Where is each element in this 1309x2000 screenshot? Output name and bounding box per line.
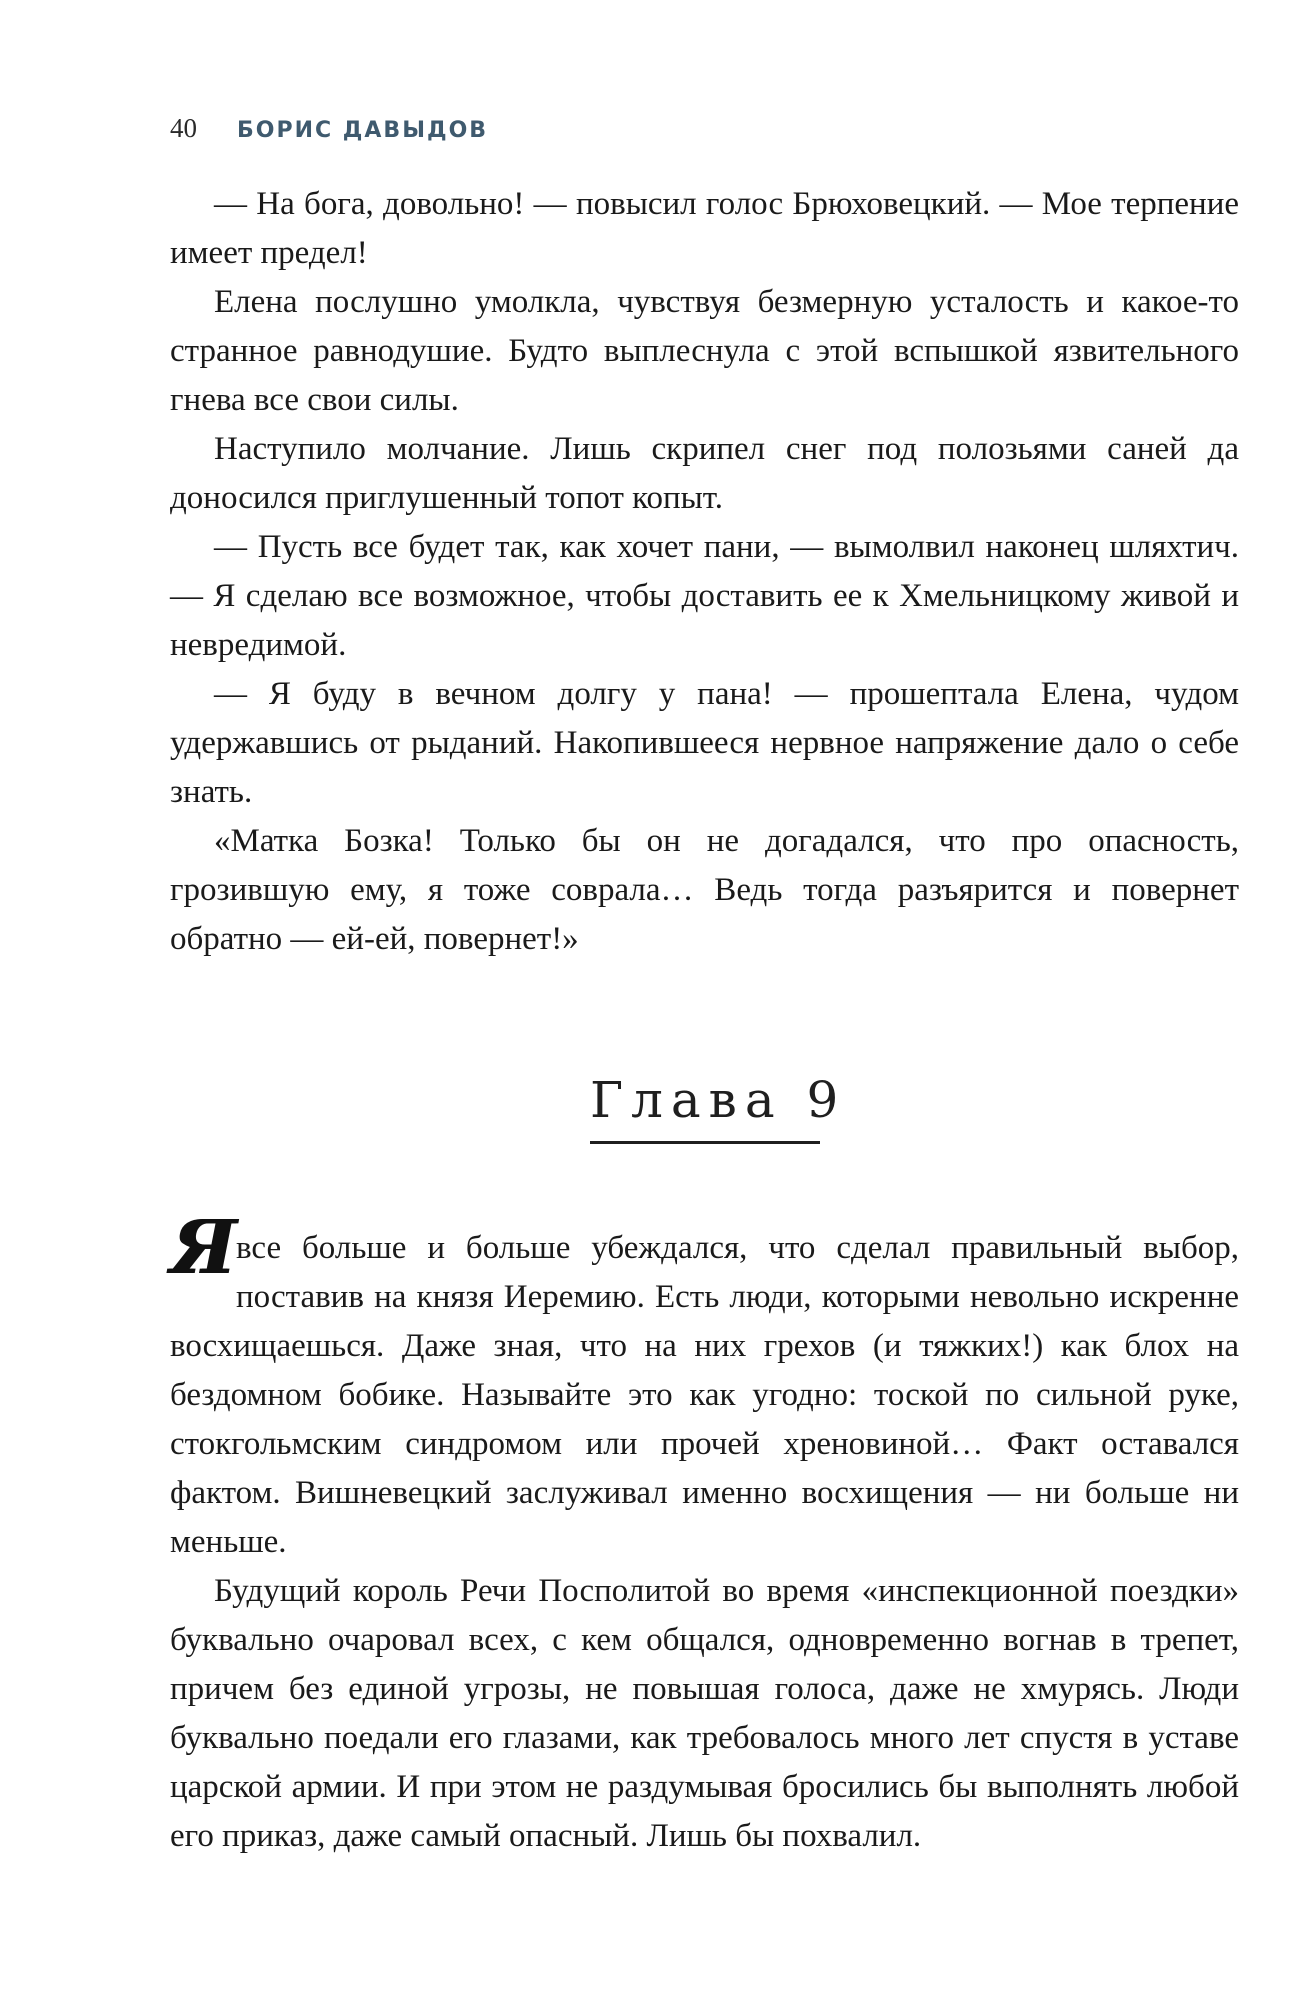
author-name: БОРИС ДАВЫДОВ: [237, 118, 489, 143]
paragraph: Наступило молчание. Лишь скрипел снег под полозьями саней да доносился приглушенный топот копыт.: [170, 431, 1239, 516]
paragraph: — На бога, довольно! — повысил голос Брюховецкий. — Мое терпение имеет предел!: [170, 186, 1239, 271]
paragraph: Елена послушно умолкла, чувствуя безмерную усталость и какое-то странное равнодушие. Будто выплеснула с этой вспышкой язвительного гнева все свои силы.: [170, 284, 1239, 418]
drop-cap: Я: [170, 1205, 236, 1291]
paragraph: Будущий король Речи Посполитой во время «инспекционной поездки» буквально очаровал всех, с кем общался, одновременно вогнав в трепет, причем без единой угрозы, не повышая голоса, даже не хмурясь. Люди буквально поедали его глазами, как требовалось много лет спустя в уставе царской армии. И при этом не раздумывая бросились бы выполнять любой его приказ, даже самый опасный. Лишь бы похвалил.: [170, 1573, 1239, 1854]
chapter-first-paragraph: [170, 1205, 1239, 1567]
paragraph: «Матка Бозка! Только бы он не догадался, что про опасность, грозившую ему, я тоже соврала… Ведь тогда разъярится и повернет обратно — ей-ей, повернет!»: [170, 823, 1239, 957]
chapter-underline: [590, 1141, 820, 1144]
paragraph-text: все больше и больше убеждался, что сделал правильный выбор, поставив на князя Иеремию. Есть люди, которыми невольно искренне восхищаешься. Даже зная, что на них грехов (и тяжких!) как блох на бездомном бобике. Называйте это как угодно: тоской по сильной руке, стокгольмским синдромом или прочей хреновиной… Факт оставался фактом. Вишневецкий заслуживал именно восхищения — ни больше ни меньше.: [170, 1230, 1239, 1560]
page-number: 40: [170, 113, 197, 143]
paragraph: — Я буду в вечном долгу у пана! — прошептала Елена, чудом удержавшись от рыданий. Накопившееся нервное напряжение дало о себе знать.: [170, 676, 1239, 810]
chapter-title: Глава 9: [590, 1071, 847, 1129]
paragraph: — Пусть все будет так, как хочет пани, — вымолвил наконец шляхтич. — Я сделаю все возможное, чтобы доставить ее к Хмельницкому живой и невредимой.: [170, 529, 1239, 663]
text-section-chapter-9: [170, 1205, 1239, 1861]
chapter-heading: [590, 1065, 847, 1144]
text-section-before-chapter: [170, 180, 1239, 964]
running-head: [170, 113, 488, 153]
